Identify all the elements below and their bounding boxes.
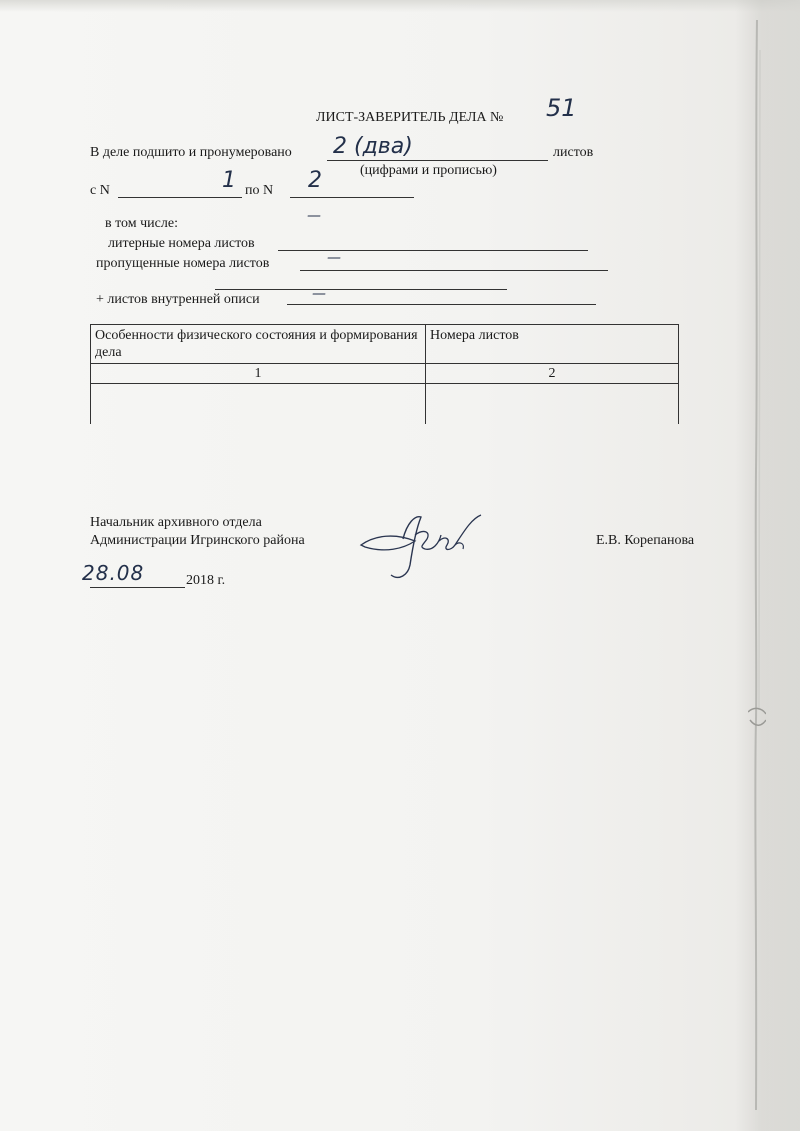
filed-count-underline (327, 160, 548, 161)
missing-numbers-underline (300, 270, 608, 271)
table-header-row (91, 325, 679, 364)
range-from-label: с N (90, 183, 110, 198)
date-year: 2018 г. (186, 573, 226, 588)
date-handwritten: 28.08 (82, 561, 145, 585)
filed-hint: (цифрами и прописью) (360, 163, 497, 178)
missing-numbers-label: пропущенные номера листов (96, 256, 270, 271)
table-column-number-2: 2 (426, 364, 679, 384)
letter-numbers-label: литерные номера листов (108, 236, 255, 251)
handwritten-signature (355, 505, 490, 585)
paper-top-edge (0, 0, 800, 12)
table-cell (91, 384, 426, 425)
range-to-underline (290, 197, 414, 198)
inventory-sheets-label: + листов внутренней описи (96, 292, 260, 307)
document-title: ЛИСТ-ЗАВЕРИТЕЛЬ ДЕЛА № (316, 110, 504, 125)
table-cell (426, 384, 679, 425)
range-to-handwritten: 2 (308, 168, 322, 193)
table-header-condition: Особенности физического состояния и формирования дела (91, 325, 426, 364)
range-from-handwritten: 1 (222, 168, 236, 193)
inventory-sheets-underline (287, 304, 596, 305)
extra-underline (215, 289, 507, 290)
table-column-numbers-row (91, 364, 679, 384)
case-number-handwritten: 51 (546, 94, 577, 122)
signatory-position-line1: Начальник архивного отдела (90, 515, 262, 530)
letter-numbers-underline (278, 250, 588, 251)
table-row (91, 384, 679, 425)
inventory-sheets-handwritten: — (312, 286, 326, 302)
binding-strip (735, 0, 800, 1131)
signatory-position-line2: Администрации Игринского района (90, 533, 305, 548)
filed-label: В деле подшито и пронумеровано (90, 145, 292, 160)
filed-suffix: листов (553, 145, 594, 160)
table-header-sheet-numbers: Номера листов (426, 325, 679, 364)
date-underline (90, 587, 185, 588)
including-dash-handwritten: — (307, 208, 321, 224)
signatory-name: Е.В. Корепанова (596, 533, 695, 548)
table-column-number-1: 1 (91, 364, 426, 384)
range-to-label: по N (245, 183, 274, 198)
missing-numbers-handwritten: — (327, 250, 341, 266)
condition-table (90, 324, 679, 424)
range-from-underline (118, 197, 242, 198)
binding-thread (748, 20, 766, 1110)
filed-count-handwritten: 2 (два) (333, 134, 413, 159)
including-label: в том числе: (105, 216, 178, 231)
